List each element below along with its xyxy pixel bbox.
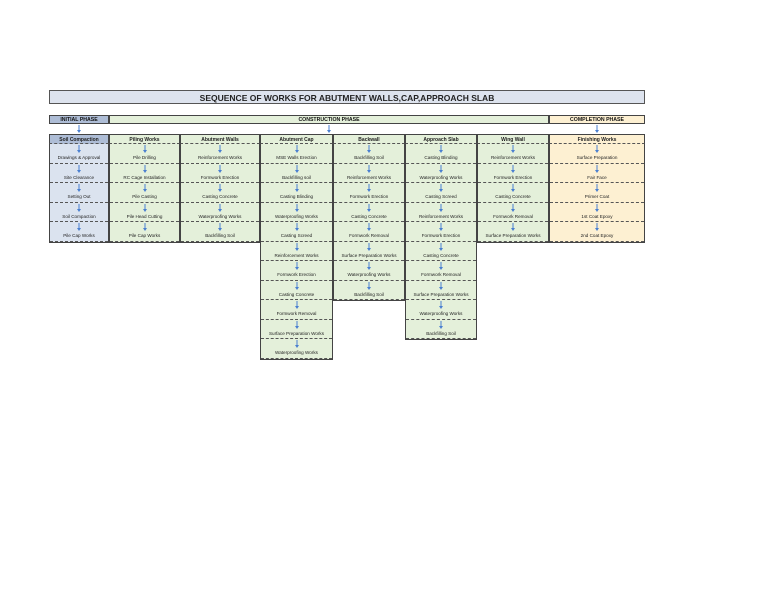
step-label: 1st Coat Epoxy: [550, 212, 644, 223]
column-header: Backwall: [333, 134, 405, 144]
down-arrow-icon: [260, 145, 333, 153]
step-label: Reinforcement Works: [478, 153, 548, 164]
step-label: Pile Drilling: [110, 153, 179, 164]
down-arrow-icon: [477, 184, 549, 192]
step-label: Backfilling Soil: [334, 290, 404, 301]
down-arrow-icon: [260, 321, 333, 329]
down-arrow-icon: [260, 243, 333, 251]
down-arrow-icon: [260, 165, 333, 173]
step-label: Reinforcement Works: [261, 251, 332, 262]
step-label: Casting Concrete: [334, 212, 404, 223]
step-label: Pile Head Cutting: [110, 212, 179, 223]
step-label: Waterproofing Works: [261, 212, 332, 223]
step-label: Backfilling Soil: [406, 329, 476, 340]
step-label: Casting Concrete: [181, 192, 259, 203]
step-label: Formwork Erection: [261, 270, 332, 281]
down-arrow-icon: [180, 223, 260, 231]
step-label: Surface Preparation Works: [261, 329, 332, 340]
down-arrow-icon: [109, 145, 180, 153]
step-label: Casting Screed: [406, 192, 476, 203]
step-label: Setting Out: [50, 192, 108, 203]
down-arrow-icon: [405, 282, 477, 290]
step-label: Reinforcement Works: [334, 173, 404, 184]
down-arrow-icon: [260, 184, 333, 192]
step-label: Formwork Removal: [406, 270, 476, 281]
column-header: Piling Works: [109, 134, 180, 144]
step-label: Casting Concrete: [478, 192, 548, 203]
down-arrow-icon: [333, 204, 405, 212]
down-arrow-icon: [405, 262, 477, 270]
step-label: Casting Screed: [261, 231, 332, 242]
down-arrow-icon: [180, 204, 260, 212]
step-label: Site Clearance: [50, 173, 108, 184]
down-arrow-icon: [405, 165, 477, 173]
down-arrow-icon: [49, 145, 109, 153]
down-arrow-icon: [333, 165, 405, 173]
down-arrow-icon: [109, 184, 180, 192]
step-label: Casting Concrete: [261, 290, 332, 301]
step-label: Reinforcement Works: [406, 212, 476, 223]
down-arrow-icon: [549, 165, 645, 173]
construction-phase-label: CONSTRUCTION PHASE: [109, 115, 549, 124]
step-label: Drawings & Approval: [50, 153, 108, 164]
down-arrow-icon: [49, 184, 109, 192]
step-label: Casting Blinding: [406, 153, 476, 164]
column-header: Approach Slab: [405, 134, 477, 144]
step-label: Soil Compaction: [50, 212, 108, 223]
column-header: Finishing Works: [549, 134, 645, 144]
step-label: Waterproofing Works: [181, 212, 259, 223]
down-arrow-icon: [333, 243, 405, 251]
step-label: Waterproofing Works: [261, 348, 332, 359]
step-label: Formwork Removal: [334, 231, 404, 242]
step-label: 2nd Coat Epoxy: [550, 231, 644, 242]
down-arrow-icon: [333, 223, 405, 231]
down-arrow-icon: [260, 204, 333, 212]
step-label: Primer Coat: [550, 192, 644, 203]
down-arrow-icon: [477, 165, 549, 173]
down-arrow-icon: [405, 321, 477, 329]
down-arrow-icon: [549, 204, 645, 212]
column-header: Soil Compaction: [49, 134, 109, 144]
step-label: Formwork Erection: [406, 231, 476, 242]
step-label: Waterproofing Works: [406, 173, 476, 184]
down-arrow-icon: [405, 301, 477, 309]
step-label: Backfilling Soil: [334, 153, 404, 164]
down-arrow-icon: [260, 340, 333, 348]
down-arrow-icon: [333, 262, 405, 270]
step-label: Formwork Erection: [181, 173, 259, 184]
step-label: Surface Preparation Works: [406, 290, 476, 301]
step-label: Backfilling soil: [261, 173, 332, 184]
down-arrow-icon: [549, 145, 645, 153]
down-arrow-icon: [405, 223, 477, 231]
down-arrow-icon: [405, 184, 477, 192]
column-header: Abutment Cap: [260, 134, 333, 144]
down-arrow-icon: [333, 184, 405, 192]
step-label: Waterproofing Works: [334, 270, 404, 281]
step-label: Pile Cap Works: [110, 231, 179, 242]
down-arrow-icon: [477, 145, 549, 153]
step-label: Reinforcement Works: [181, 153, 259, 164]
step-label: MSE Walls Erection: [261, 153, 332, 164]
step-label: Formwork Removal: [478, 212, 548, 223]
step-label: Surface Preparation Works: [334, 251, 404, 262]
step-label: Surface Preparation: [550, 153, 644, 164]
down-arrow-icon: [333, 145, 405, 153]
down-arrow-icon: [109, 223, 180, 231]
down-arrow-icon: [109, 204, 180, 212]
initial-phase-label: INITIAL PHASE: [49, 115, 109, 124]
down-arrow-icon: [49, 223, 109, 231]
column-header: Abutment Walls: [180, 134, 260, 144]
down-arrow-icon: [405, 204, 477, 212]
step-label: Pile Cap Works: [50, 231, 108, 242]
down-arrow-icon: [260, 301, 333, 309]
step-label: Formwork Erection: [478, 173, 548, 184]
step-label: Casting Concrete: [406, 251, 476, 262]
step-label: Fair Face: [550, 173, 644, 184]
down-arrow-icon: [549, 184, 645, 192]
down-arrow-icon: [180, 145, 260, 153]
step-label: Casting Blinding: [261, 192, 332, 203]
down-arrow-icon: [405, 145, 477, 153]
step-label: Formwork Erection: [334, 192, 404, 203]
completion-phase-label: COMPLETION PHASE: [549, 115, 645, 124]
down-arrow-icon: [260, 223, 333, 231]
down-arrow-icon: [260, 262, 333, 270]
step-label: Formwork Removal: [261, 309, 332, 320]
down-arrow-icon: [477, 223, 549, 231]
down-arrow-icon: [49, 165, 109, 173]
down-arrow-icon: [109, 165, 180, 173]
down-arrow-icon: [333, 282, 405, 290]
down-arrow-icon: [180, 184, 260, 192]
step-label: Waterproofing Works: [406, 309, 476, 320]
down-arrow-icon: [49, 204, 109, 212]
down-arrow-icon: [405, 243, 477, 251]
step-label: Pile Casting: [110, 192, 179, 203]
down-arrow-icon: [477, 204, 549, 212]
column-header: Wing Wall: [477, 134, 549, 144]
step-label: Backfilling Soil: [181, 231, 259, 242]
page-title: SEQUENCE OF WORKS FOR ABUTMENT WALLS,CAP,APPROACH SLAB: [49, 90, 645, 104]
down-arrow-icon: [180, 165, 260, 173]
step-label: RC Cage Installation: [110, 173, 179, 184]
step-label: Surface Preparation Works: [478, 231, 548, 242]
down-arrow-icon: [260, 282, 333, 290]
down-arrow-icon: [549, 223, 645, 231]
